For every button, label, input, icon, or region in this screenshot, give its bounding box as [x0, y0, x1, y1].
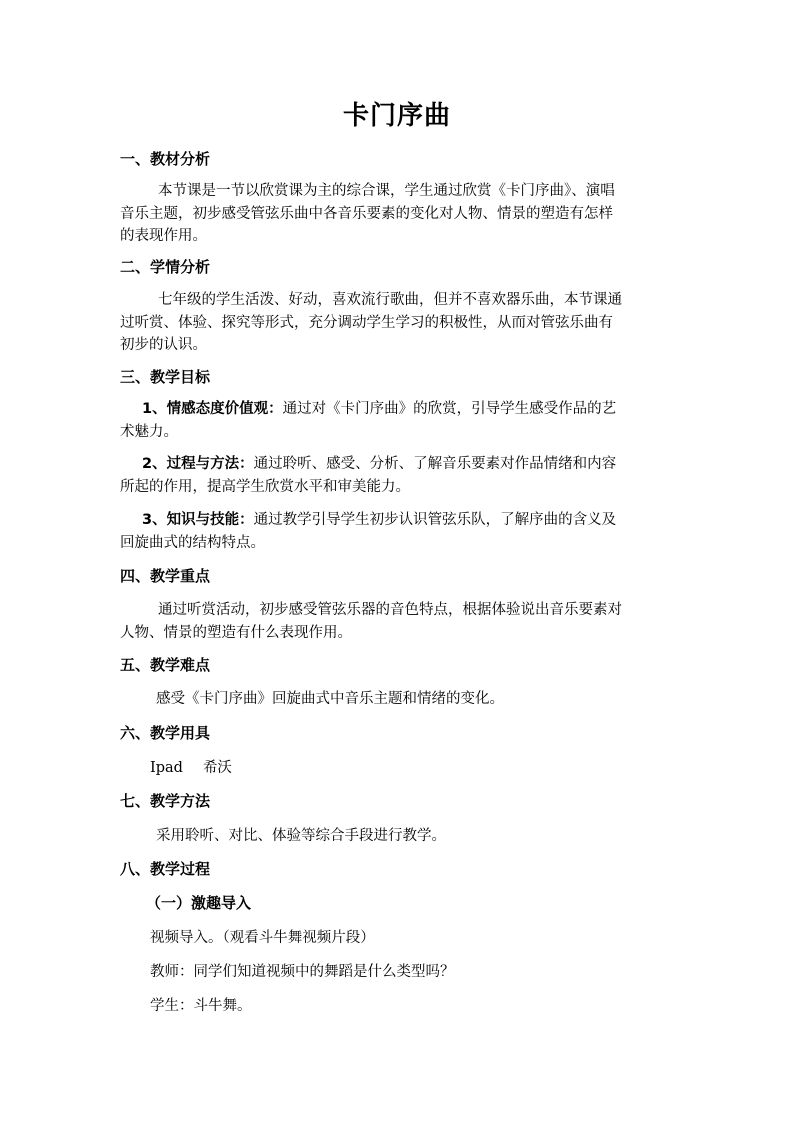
goal-label: 3、知识与技能： — [142, 512, 254, 528]
section-heading-teaching-methods: 七、教学方法 — [120, 792, 211, 810]
section-heading-teaching-goals: 三、教学目标 — [120, 368, 211, 386]
goal-text: 通过对《卡门序曲》的欣赏，引导学生感受作品的艺 — [282, 401, 617, 417]
section-heading-student-analysis: 二、学情分析 — [120, 258, 211, 276]
goal-text: 通过聆听、感受、分析、了解音乐要素对作品情绪和内容 — [253, 456, 617, 472]
goal-item-2 — [120, 453, 672, 498]
section-body-difficulties: 感受《卡门序曲》回旋曲式中音乐主题和情绪的变化。 — [156, 691, 504, 707]
paragraph-line: 回旋曲式的结构特点。 — [120, 534, 265, 551]
paragraph-line: 七年级的学生活泼、好动，喜欢流行歌曲，但并不喜欢器乐曲，本节课通 — [158, 292, 622, 308]
section-body-key-points — [120, 599, 672, 644]
paragraph-line: 术魅力。 — [120, 423, 178, 440]
goal-label: 1、情感态度价值观： — [142, 401, 283, 417]
goal-label: 2、过程与方法： — [142, 456, 254, 472]
section-body-material-analysis — [120, 180, 672, 248]
paragraph-line: 所起的作用，提高学生欣赏水平和审美能力。 — [120, 478, 410, 495]
paragraph-line — [120, 453, 672, 476]
section-heading-teaching-tools: 六、教学用具 — [120, 724, 211, 742]
process-line: 视频导入。（观看斗牛舞视频片段） — [150, 930, 375, 946]
paragraph-line: 人物、情景的塑造有什么表现作用。 — [120, 624, 352, 641]
paragraph-line: 通过听赏活动，初步感受管弦乐器的音色特点，根据体验说出音乐要素对 — [158, 602, 622, 618]
paragraph-line — [120, 398, 672, 421]
section-body-teaching-tools — [150, 757, 232, 779]
paragraph-line: 的表现作用。 — [120, 228, 207, 244]
paragraph-line: 过听赏、体验、探究等形式，充分调动学生学习的积极性，从而对管弦乐曲有 — [120, 314, 613, 331]
goal-item-1 — [120, 398, 672, 443]
paragraph-line: 音乐主题，初步感受管弦乐曲中各音乐要素的变化对人物、情景的塑造有怎样 — [120, 205, 613, 222]
subsection-heading-introduction: （一）激趣导入 — [146, 894, 252, 912]
page-title: 卡门序曲 — [342, 101, 451, 131]
goal-item-3 — [120, 509, 672, 554]
section-body-student-analysis — [120, 289, 672, 357]
tool-item: 希沃 — [202, 760, 232, 776]
goal-text: 通过教学引导学生初步认识管弦乐队，了解序曲的含义及 — [253, 512, 617, 528]
section-heading-material-analysis: 一、教材分析 — [120, 150, 211, 168]
process-line: 教师：同学们知道视频中的舞蹈是什么类型吗？ — [150, 964, 455, 980]
section-heading-teaching-process: 八、教学过程 — [120, 860, 211, 878]
paragraph-line: 本节课是一节以欣赏课为主的综合课，学生通过欣赏《卡门序曲》、演唱 — [158, 183, 615, 199]
paragraph-line: 初步的认识。 — [120, 337, 207, 353]
section-body-teaching-methods: 采用聆听、对比、体验等综合手段进行教学。 — [156, 828, 446, 844]
process-line: 学生：斗牛舞。 — [150, 998, 252, 1014]
tool-item: Ipad — [150, 760, 183, 776]
paragraph-line — [120, 509, 672, 532]
section-heading-difficulties: 五、教学难点 — [120, 656, 211, 674]
section-heading-key-points: 四、教学重点 — [120, 567, 211, 585]
